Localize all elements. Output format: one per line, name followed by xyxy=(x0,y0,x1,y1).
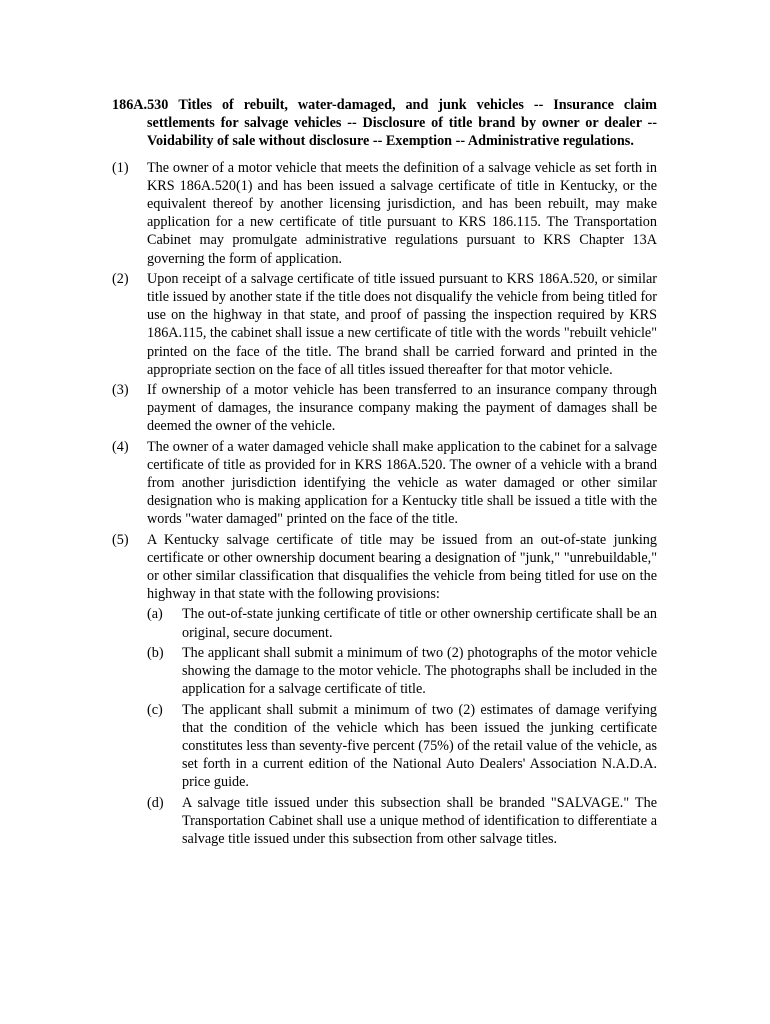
section-label: (5) xyxy=(112,531,129,548)
section-label: (4) xyxy=(112,438,129,455)
statute-content xyxy=(112,96,657,852)
section-5 xyxy=(112,531,657,850)
statute-title: Titles of rebuilt, water-damaged, and junk vehicles -- Insurance claim settlements for salvage vehicles -- Disclosure of title brand by owner or dealer -- Voidability of sale without disclosure -- Exemption -- Administrative regulations. xyxy=(147,97,657,150)
section-text: The owner of a water damaged vehicle shall make application to the cabinet for a salvage certificate of title as provided for in KRS 186A.520. The owner of a vehicle with a brand from another jurisdiction identifying the vehicle as water damaged or other similar designation who is making application for a Kentucky title shall be issued a title with the words "water damaged" printed on the face of the title. xyxy=(147,438,657,528)
statute-number: 186A.530 xyxy=(112,97,169,113)
statute-heading xyxy=(112,96,657,151)
subsection-label: (c) xyxy=(147,701,163,718)
subsection-text: The out-of-state junking certificate of title or other ownership certificate shall be an original, secure document. xyxy=(182,606,657,641)
subsection-text: A salvage title issued under this subsection shall be branded "SALVAGE." The Transportation Cabinet shall use a unique method of identification to differentiate a salvage title issued under this subsection from other salvage titles. xyxy=(182,794,657,847)
section-1 xyxy=(112,159,657,268)
section-2 xyxy=(112,270,657,379)
section-label: (2) xyxy=(112,270,129,287)
subsection-a xyxy=(147,605,657,641)
section-label: (3) xyxy=(112,382,129,399)
section-body xyxy=(147,531,657,850)
subsection-label: (d) xyxy=(147,794,164,811)
section-label: (1) xyxy=(112,159,129,176)
subsection-d xyxy=(147,794,657,849)
section-text: If ownership of a motor vehicle has been transferred to an insurance company through payment of damages, the insurance company making the payment of damages shall be deemed the owner of the vehicle. xyxy=(147,382,657,435)
section-text: Upon receipt of a salvage certificate of title issued pursuant to KRS 186A.520, or similar title issued by another state if the title does not disqualify the vehicle from being titled for use on the highway in that state, and proof of passing the inspection required by KRS 186A.115, the cabinet shall issue a new certificate of title with the words "rebuilt vehicle" printed on the face of the title. The brand shall be carried forward and printed in the appropriate section on the face of all titles issued thereafter for that motor vehicle. xyxy=(147,270,657,378)
section-4 xyxy=(112,438,657,529)
subsection-text: The applicant shall submit a minimum of two (2) estimates of damage verifying that the condition of the vehicle which has been issued the junking certificate constitutes less than seventy-five percent (75%) of the retail value of the vehicle, as set forth in a current edition of the National Auto Dealers' Association N.A.D.A. price guide. xyxy=(182,701,657,791)
subsection-label: (a) xyxy=(147,606,163,623)
section-text: The owner of a motor vehicle that meets the definition of a salvage vehicle as set forth in KRS 186A.520(1) and has been issued a salvage certificate of title in Kentucky, or the equivalent thereof by another licensing jurisdiction, and has been rebuilt, may make application for a new certificate of title pursuant to KRS 186.115. The Transportation Cabinet may promulgate administrative regulations pursuant to KRS Chapter 13A governing the form of application. xyxy=(147,159,657,267)
subsection-label: (b) xyxy=(147,644,164,661)
subsection-text: The applicant shall submit a minimum of two (2) photographs of the motor vehicle showing the damage to the motor vehicle. The photographs shall be included in the application for a salvage certificate of title. xyxy=(182,644,657,698)
subsection-b xyxy=(147,644,657,699)
subsection-c xyxy=(147,701,657,792)
section-text: A Kentucky salvage certificate of title may be issued from an out-of-state junking certificate or other ownership document bearing a designation of "junk," "unrebuildable," or other similar classification that disqualifies the vehicle from being titled for use on the highway in that state with the following provisions: xyxy=(147,531,657,603)
section-3 xyxy=(112,381,657,436)
